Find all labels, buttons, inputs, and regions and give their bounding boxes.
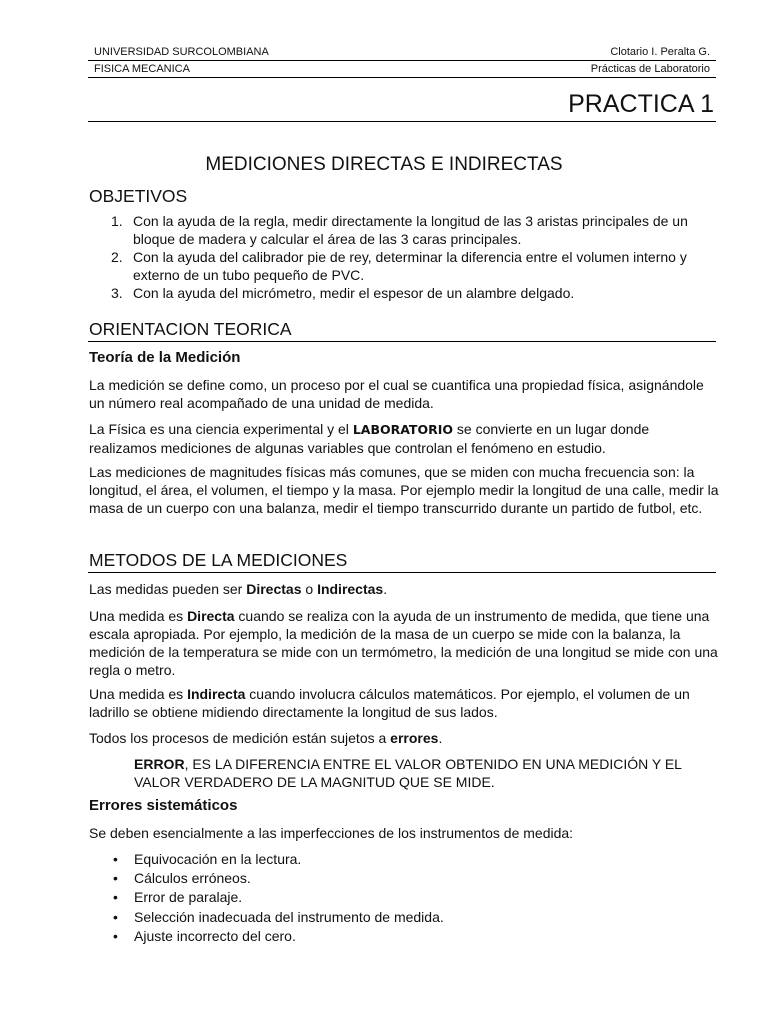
methods-heading: METODOS DE LA MEDICIONES	[89, 550, 348, 570]
header-row-2	[94, 63, 710, 76]
bullet-icon: •	[113, 908, 118, 925]
practice-rule	[88, 121, 716, 122]
directas-emphasis: Directas	[246, 581, 302, 597]
header-course: FISICA MECANICA	[94, 63, 190, 75]
bullet-icon: •	[113, 889, 118, 906]
list-item	[89, 248, 719, 284]
text-run: , ES LA DIFERENCIA ENTRE EL VALOR OBTENIDO EN UNA MEDICIÓN Y EL VALOR VERDADERO DE LA MAGNITUD QUE SE MIDE.	[134, 756, 682, 790]
list-item	[89, 850, 719, 869]
theory-paragraph-3: Las mediciones de magnitudes físicas más comunes, que se miden con mucha frecuencia son: la longitud, el área, el volumen, el tiempo y la masa. Por ejemplo medir la longitud de una calle, medir la masa de un cuerpo con una balanza, medir el tiempo transcurrido durante un partido de futbol, etc.	[89, 464, 719, 516]
list-item	[89, 284, 719, 302]
bullet-icon: •	[113, 851, 118, 867]
methods-paragraph-2	[89, 607, 719, 679]
text-run: La Física es una ciencia experimental y el	[89, 421, 353, 437]
methods-paragraph-4	[89, 729, 719, 747]
indirectas-emphasis: Indirectas	[317, 581, 384, 597]
list-number: 1.	[111, 213, 123, 229]
objectives-list	[89, 212, 719, 302]
indirecta-emphasis: Indirecta	[187, 686, 246, 702]
methods-rule	[88, 572, 716, 573]
theory-paragraph-2	[89, 420, 719, 457]
list-item	[89, 869, 719, 888]
list-item-text: Equivocación en la lectura.	[134, 851, 302, 867]
list-item-text: Error de paralaje.	[134, 889, 243, 906]
document-title: MEDICIONES DIRECTAS E INDIRECTAS	[205, 154, 563, 175]
header-practices: Prácticas de Laboratorio	[590, 63, 710, 75]
errores-emphasis: errores	[390, 730, 439, 746]
bullet-icon: •	[113, 927, 118, 944]
text-run: se convierte en un lugar donde realizamos mediciones de algunas variables que controlan el fenómeno en estudio.	[89, 421, 650, 456]
error-emphasis: ERROR	[134, 756, 185, 772]
list-item-text: Cálculos erróneos.	[134, 870, 251, 887]
orientation-heading: ORIENTACION TEORICA	[89, 319, 292, 339]
list-item	[89, 212, 719, 248]
list-number: 2.	[111, 249, 123, 265]
text-run: Una medida es	[89, 686, 188, 702]
systematic-errors-subheading: Errores sistemáticos	[89, 797, 238, 814]
practice-label: PRACTICA 1	[568, 90, 714, 118]
bullet-icon: •	[113, 870, 118, 887]
list-item-text: Con la ayuda del calibrador pie de rey, determinar la diferencia entre el volumen interno y externo de un tubo pequeño de PVC.	[133, 249, 687, 283]
header-author: Clotario I. Peralta G.	[610, 46, 710, 58]
systematic-errors-list	[89, 850, 719, 946]
methods-paragraph-3	[89, 685, 719, 721]
directa-emphasis: Directa	[187, 608, 235, 624]
theory-subheading: Teoría de la Medición	[89, 349, 241, 366]
list-item	[89, 888, 719, 907]
text-run: Una medida es	[89, 608, 188, 624]
list-item-text: Ajuste incorrecto del cero.	[134, 927, 296, 944]
text-run: Todos los procesos de medición están sujetos a	[89, 730, 391, 746]
theory-paragraph-1: La medición se define como, un proceso por el cual se cuantifica una propiedad física, asignándole un número real acompañado de una unidad de medida.	[89, 377, 704, 411]
text-run: o	[301, 581, 318, 597]
header-row-1	[94, 46, 710, 59]
text-run: cuando se realiza con la ayuda de un instrumento de medida, que tiene una escala apropiada. Por ejemplo, la medición de la masa de un cuerpo se mide con la balanza, la medición de la temperatura se mide con un termómetro, la medición de una longitud se mide con una regla o metro.	[89, 608, 718, 678]
header-university: UNIVERSIDAD SURCOLOMBIANA	[94, 46, 269, 58]
list-item-text: Con la ayuda de la regla, medir directamente la longitud de las 3 aristas principales de un bloque de madera y calcular el área de las 3 caras principales.	[133, 213, 688, 247]
text-run: Las medidas pueden ser	[89, 581, 247, 597]
text-run: cuando involucra cálculos matemáticos. Por ejemplo, el volumen de un ladrillo se obtiene midiendo directamente la longitud de sus lados.	[89, 686, 690, 720]
text-run: .	[438, 730, 443, 746]
list-item	[89, 927, 719, 946]
header-bottom-rule	[88, 77, 716, 78]
error-definition	[134, 755, 714, 791]
objectives-heading: OBJETIVOS	[89, 186, 188, 206]
systematic-errors-intro: Se deben esencialmente a las imperfecciones de los instrumentos de medida:	[89, 825, 574, 841]
list-item	[89, 908, 719, 927]
list-number: 3.	[111, 285, 123, 301]
orientation-rule	[88, 341, 716, 342]
laboratorio-emphasis: LABORATORIO	[352, 422, 453, 437]
list-item-text: Selección inadecuada del instrumento de medida.	[134, 908, 444, 925]
methods-paragraph-1	[89, 580, 719, 598]
text-run: .	[383, 581, 388, 597]
list-item-text: Con la ayuda del micrómetro, medir el espesor de un alambre delgado.	[133, 285, 575, 301]
header-divider	[88, 60, 716, 61]
